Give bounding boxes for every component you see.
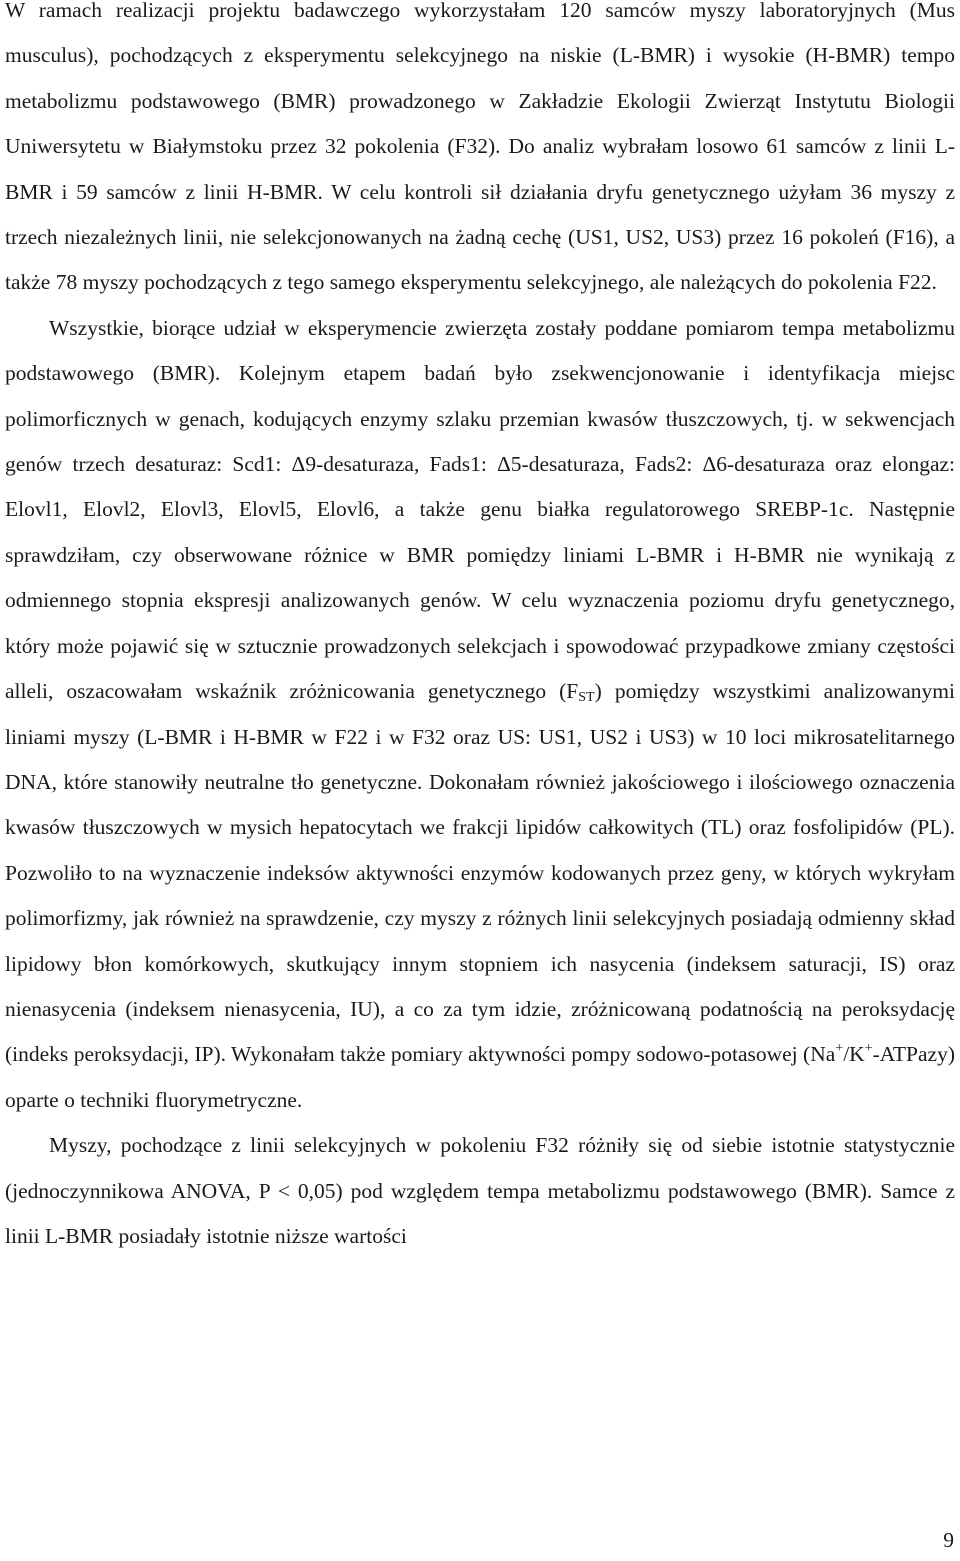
methods-text-4: -ATPazy) oparte o techniki fluorymetryczne. (5, 1042, 955, 1112)
paragraph-results: Myszy, pochodzące z linii selekcyjnych w pokoleniu F32 różniły się od siebie istotnie statystycznie (jednoczynnikowa ANOVA, P < 0,05) pod względem tempa metabolizmu podstawowego (BMR). Samce z linii L-BMR posiadały istotnie niższe wartości (5, 1133, 955, 1248)
methods-text-2: ) pomiędzy wszystkimi analizowanymi liniami myszy (L-BMR i H-BMR w F22 i w F32 oraz US: US1, US2 i US3) w 10 loci mikrosatelitarnego DNA, które stanowiły neutralne tło genetyczne. Dokonałam również jakościowego i ilościowego oznaczenia kwasów tłuszczowych w mysich hepatocytach we frakcji lipidów całkowitych (TL) oraz fosfolipidów (PL). Pozwoliło to na wyznaczenie indeksów aktywności enzymów kodowanych przez geny, w których wykryłam polimorfizmy, jak również na sprawdzenie, czy myszy z różnych linii selekcyjnych posiadają odmienny skład lipidowy błon komórkowych, skutkujący innym stopniem ich nasycenia (indeksem saturacji, IS) oraz nienasycenia (indeksem nienasycenia, IU), a co za tym idzie, zróżnicowaną podatnością na peroksydację (indeks peroksydacji, IP). Wykonałam także pomiary aktywności pompy sodowo-potasowej (Na (5, 679, 955, 1067)
k-superscript: + (864, 1041, 873, 1057)
na-superscript: + (835, 1041, 844, 1057)
methods-text-1: Wszystkie, biorące udział w eksperymencie zwierzęta zostały poddane pomiarom tempa metabolizmu podstawowego (BMR). Kolejnym etapem badań było zsekwencjonowanie i identyfikacja miejsc polimorficznych w genach, kodujących enzymy szlaku przemian kwasów tłuszczowych, tj. w sekwencjach genów trzech desaturaz: Scd1: Δ9-desaturaza, Fads1: Δ5-desaturaza, Fads2: Δ6-desaturaza oraz elongaz: Elovl1, Elovl2, Elovl3, Elovl5, Elovl6, a także genu białka regulatorowego SREBP-1c. Następnie sprawdziłam, czy obserwowane różnice w BMR pomiędzy liniami L-BMR i H-BMR nie wynikają z odmiennego stopnia ekspresji analizowanych genów. W celu wyznaczenia poziomu dryfu genetycznego, który może pojawić się w sztucznie prowadzonych selekcjach i spowodować przypadkowe zmiany częstości alleli, oszacowałam wskaźnik zróżnicowania genetycznego (F (5, 315, 955, 704)
document-page (5, 0, 955, 1259)
page-number: 9 (943, 1528, 954, 1552)
paragraph-materials: W ramach realizacji projektu badawczego wykorzystałam 120 samców myszy laboratoryjnych (Mus musculus), pochodzących z eksperymentu selekcyjnego na niskie (L-BMR) i wysokie (H-BMR) tempo metabolizmu podstawowego (BMR) prowadzonego w Zakładzie Ekologii Zwierząt Instytutu Biologii Uniwersytetu w Białymstoku przez 32 pokolenia (F32). Do analiz wybrałam losowo 61 samców z linii L-BMR i 59 samców z linii H-BMR. W celu kontroli sił działania dryfu genetycznego użyłam 36 myszy z trzech niezależnych linii, nie selekcjonowanych na żadną cechę (US1, US2, US3) przez 16 pokoleń (F16), a także 78 myszy pochodzących z tego samego eksperymentu selekcyjnego, ale należących do pokolenia F22. (5, 0, 955, 295)
paragraph-methods (5, 306, 955, 1123)
methods-text-3: /K (843, 1042, 865, 1067)
fst-subscript: ST (578, 690, 595, 706)
